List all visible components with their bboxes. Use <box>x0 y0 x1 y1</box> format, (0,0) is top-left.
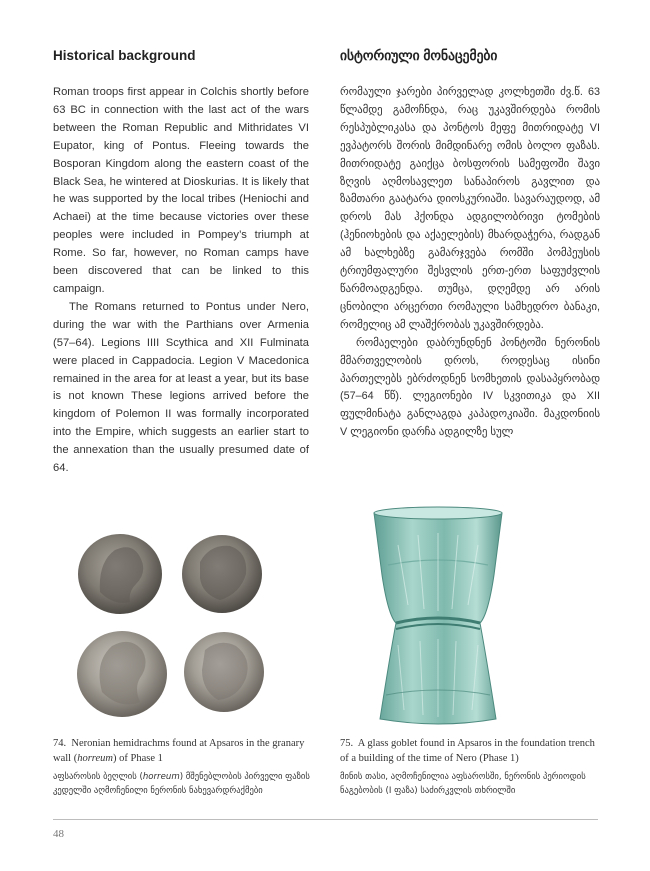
figure-74-caption-english <box>53 737 318 766</box>
georgian-text-column <box>340 84 600 442</box>
section-heading-english: Historical background <box>53 48 196 63</box>
page-number: 48 <box>53 828 64 840</box>
figure-number: 75. <box>340 738 354 749</box>
caption-text: ) მშენებლობის პირველი ფაზის კედელში აღმოჩენილი ნერონის ნახევარდრაქმები <box>53 772 310 796</box>
caption-text: ) of Phase 1 <box>112 752 163 764</box>
english-paragraph-2: The Romans returned to Pontus under Nero, during the war with the Parthians over Armenia (57–64). Legions IIII Scythica and XII Fulminata were placed in Cappadocia. Legion V Macedonica remained in the area for at least a year, but its base is not known These legions arrived before the kingdom of Polemon II was formally incorporated into the Empire, which suggests an earlier start to the annexation than the usually presumed date of 64. <box>53 300 309 475</box>
caption-text: Neronian hemidrachms found at Apsaros in the granary wall ( <box>53 738 305 764</box>
coin-top-left <box>78 534 162 614</box>
coin-bottom-left <box>77 631 167 717</box>
caption-text: A glass goblet found in Apsaros in the foundation trench of a building of the time of Nero (Phase 1) <box>340 738 595 764</box>
glass-goblet-image <box>368 505 508 727</box>
figure-number: 74. <box>53 738 67 749</box>
english-paragraph-1: Roman troops first appear in Colchis shortly before 63 BC in connection with the last act of the wars between the Roman Republic and Mithridates VI Eupator, king of Pontus. Fleeing towards the Bosporan Kingdom along the eastern coast of the Black Sea, he wintered at Dioskurias. It is likely that he was supported by the local tribes (Heniochi and Achaei) at the time because victories over these peoples were included in Pompey’s triumph at Rome. So far, however, no Roman camps have been discovered that can be linked to this campaign. <box>53 86 309 295</box>
coin-top-right <box>182 535 262 613</box>
caption-italic: horreum <box>77 752 113 764</box>
figure-75-caption-georgian: მინის თასი, აღმოჩენილია აფსაროსში, ნერონის პერიოდის ნაგებობის (I ფაზა) საძირკვლის თხრილში <box>340 772 586 796</box>
coin-bottom-right <box>184 632 264 712</box>
caption-italic: horreum <box>142 772 180 782</box>
english-text-column <box>53 84 309 478</box>
coins-photo <box>70 522 290 727</box>
goblet-photo <box>368 505 508 727</box>
georgian-paragraph-1: რომაული ჯარები პირველად კოლხეთში ძვ.წ. 63 წლამდე გამოჩნდა, რაც უკავშირდება რომის რესპუბლიკასა და პონტოს მეფე მითრიდატე VI ევპატორს შორის მიმდინარე ომის ბოლო ფაზას. მითრიდატე გაიქცა ბოსფორის სამეფოში შავი ზღვის აღმოსავლეთ სანაპიროს გავლით და ზამთარი გაატარა დიოსკურიაში. სავარაუდოდ, ამ დროს მას ჰქონდა ადგილობრივი ტომების (ჰენიოხების და აქაელების) მხარდაჭერა, რადგან ამ ხალხებზე გამარჯვება რომში პომპეუსის ტრიუმფალური შესვლის ერთ-ერთ საფუძვლის წარმოადგენდა. თუმცა, დღემდე არ არის ცნობილი არცერთი რომაული სამხედრო ბანაკი, რომელიც ამ ლაშქრობას უკავშირდება. <box>340 86 600 331</box>
section-heading-georgian: ისტორიული მონაცემები <box>340 48 498 63</box>
figure-74-caption <box>53 737 318 798</box>
figure-75-caption <box>340 737 605 798</box>
figure-74-caption-georgian <box>53 771 318 798</box>
caption-text: აფსაროსის ბეღლის ( <box>53 772 143 782</box>
footer-divider <box>53 819 598 820</box>
silver-coins-image <box>70 522 290 727</box>
figure-75-caption-english <box>340 737 605 766</box>
georgian-paragraph-2: რომაელები დაბრუნდნენ პონტოში ნერონის მმართველობის დროს, როდესაც ისინი პართელებს ებრძოდნენ სომხეთის დასაპყრობად (57–64 წწ). ლეგიონები IV სკვითიკა და XII ფულმინატა განლაგდა კაპადოკიაში. მაკდონიის V ლეგიონი დარჩა ადგილზე სულ <box>340 336 600 439</box>
